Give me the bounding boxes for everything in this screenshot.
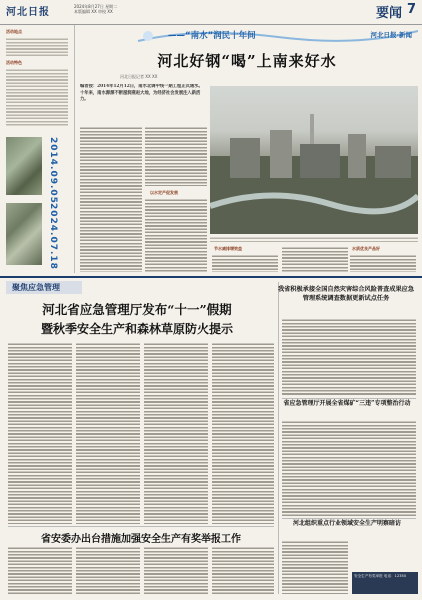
photo-date-2014: 2014.09.05 <box>48 137 58 204</box>
page-number: 7 <box>406 2 416 17</box>
article-column-5 <box>350 254 416 272</box>
right-story-headline-2: 省应急管理厅开展全省煤矿“三违”专项整治行动 <box>283 400 411 407</box>
section2-headline-line2: 暨秋季安全生产和森林草原防火提示 <box>40 322 233 336</box>
aerial-photo-2014 <box>6 137 42 195</box>
banner-brand: 河北日报·新闻 <box>370 31 412 39</box>
story-divider <box>282 518 416 519</box>
masthead-date: 2024年8月27日 星期二 <box>74 4 118 9</box>
right-story-headline-3: 河北组织重点行业领域安全生产明察暗访 <box>292 520 401 527</box>
section2-column-1 <box>8 342 72 524</box>
report-hotline-box <box>352 572 418 594</box>
section2-headline-line1: 河北省应急管理厅发布“十一”假期 <box>42 302 232 317</box>
bottom-column-2 <box>76 546 140 594</box>
article-column-2b <box>145 198 207 272</box>
column-divider <box>278 282 279 594</box>
sidebar-panel <box>0 25 75 273</box>
article-column-3 <box>212 254 278 272</box>
section2-column-2 <box>76 342 140 524</box>
section2-column-3 <box>144 342 208 524</box>
article-column-4 <box>282 246 348 272</box>
feature-banner <box>78 25 418 47</box>
story-divider <box>282 398 416 399</box>
right-story-headline-1: 我省积极承接全国自然灾害综合风险普查成果应急管理系统调查数据更新试点任务 <box>277 286 415 302</box>
section-divider <box>0 276 422 278</box>
masthead <box>0 0 422 25</box>
bottom-column-3 <box>144 546 208 594</box>
bottom-column-1 <box>8 546 72 594</box>
story-divider <box>8 526 274 527</box>
section-name: 要闻 <box>375 6 402 21</box>
sidebar-text-block <box>6 68 68 126</box>
report-hotline-text: 安全生产有奖举报 电话：12350 <box>354 574 407 578</box>
masthead-editor: 本版编辑 XX 审校 XX <box>74 9 113 14</box>
banner-title: ——“南水”润民十年间 <box>168 31 256 41</box>
article-headline: 河北好钢“喝”上南来好水 <box>157 52 337 70</box>
bottom-story-headline: 省安委办出台措施加强安全生产有奖举报工作 <box>41 534 241 545</box>
aerial-photo-2024 <box>6 203 42 265</box>
article-column-2 <box>145 126 207 186</box>
photo-date-2024: 2024.07.18 <box>48 203 58 270</box>
article-subhead: 节水减排增效益 <box>214 246 242 251</box>
newspaper-logo: 河北日报 <box>6 7 50 18</box>
right-story-body-2 <box>282 420 416 516</box>
photo-scene <box>210 86 418 234</box>
right-story-body-3 <box>282 540 348 594</box>
masthead-meta <box>74 4 117 14</box>
section-tag: 聚焦应急管理 <box>12 283 60 292</box>
article-lead: 编者按：2014年12月12日，南水北调中线一期工程正式通水。十年来，南水源源不断滋润燕赵大地，为经济社会发展注入新活力。 <box>80 84 203 103</box>
article-subhead: 以水定产促发展 <box>150 190 178 195</box>
article-subhead: 水质优良产品好 <box>352 246 380 251</box>
sidebar-text-block <box>6 37 68 57</box>
article-column-1 <box>80 126 142 272</box>
steel-plant-photo <box>210 86 418 234</box>
sidebar-subhead-location: 活动地点 <box>6 29 22 34</box>
sidebar-subhead-feature: 活动特色 <box>6 60 22 65</box>
right-story-body-1 <box>282 318 416 396</box>
photo-caption <box>210 236 418 242</box>
section2-column-4 <box>212 342 274 524</box>
bottom-column-4 <box>212 546 274 594</box>
article-byline: 河北日报记者 XX XX <box>120 74 158 79</box>
